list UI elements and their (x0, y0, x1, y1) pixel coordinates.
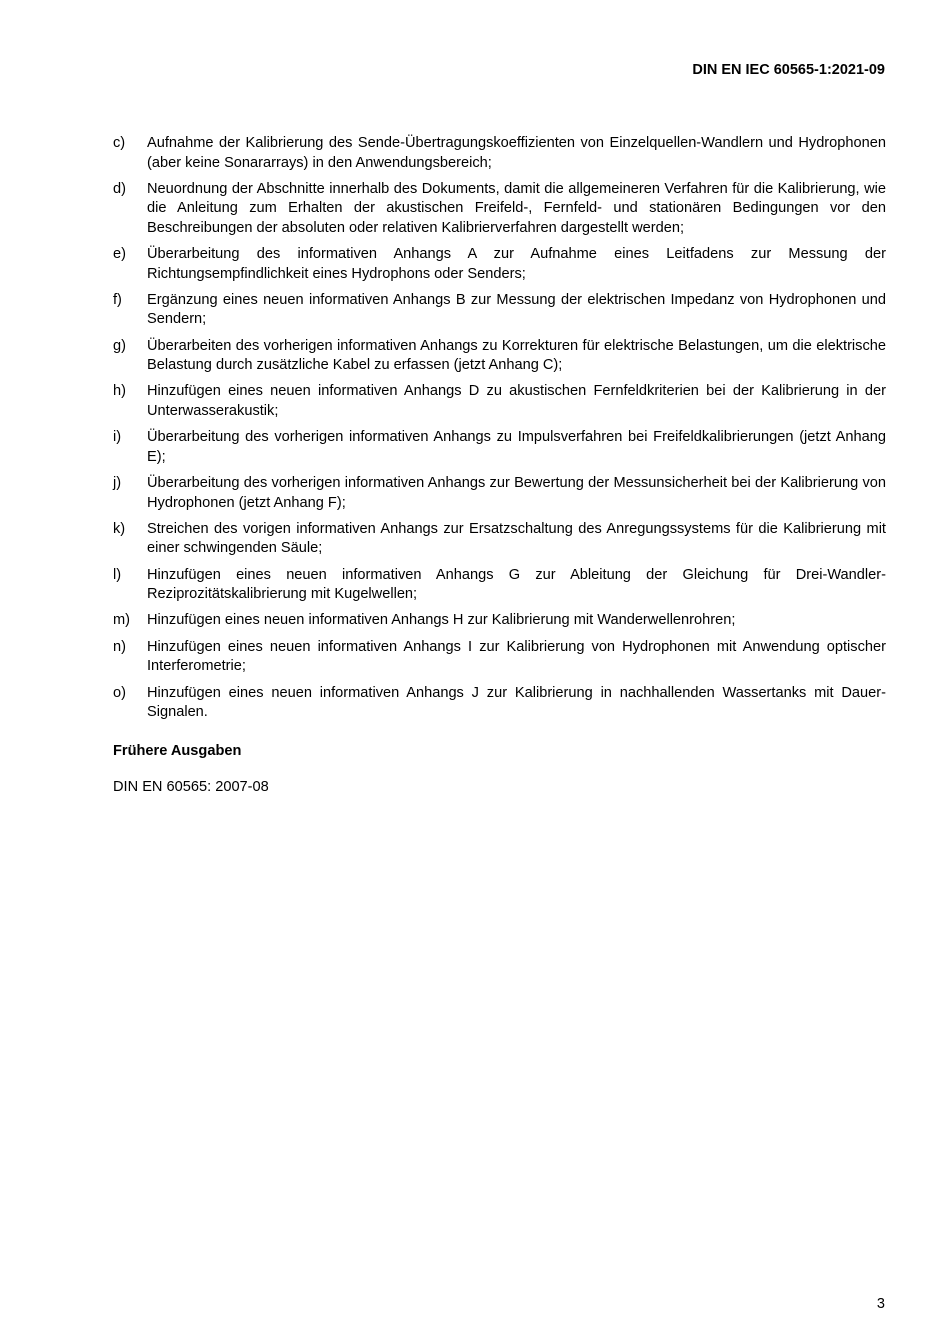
list-item (113, 638, 886, 677)
list-item (113, 566, 886, 605)
list-item-text: Hinzufügen eines neuen informativen Anhangs G zur Ableitung der Gleichung für Drei-Wandler-Reziprozitätskalibrierung mit Kugelwellen; (147, 566, 886, 603)
list-item-marker: n) (113, 638, 126, 655)
list-item-text: Überarbeitung des vorherigen informativen Anhangs zu Impulsverfahren bei Freifeldkalibrierungen (jetzt Anhang E); (147, 429, 886, 465)
list-item-text: Überarbeitung des informativen Anhangs A zur Aufnahme eines Leitfadens zur Messung der Richtungsempfindlichkeit eines Hydrophons oder Senders; (147, 246, 886, 282)
change-list (113, 134, 886, 723)
list-item (113, 611, 886, 631)
list-item-text: Aufnahme der Kalibrierung des Sende-Übertragungskoeffizienten von Einzelquellen-Wandlern und Hydrophonen (aber keine Sonararrays) in den Anwendungsbereich; (147, 135, 886, 171)
page-number: 3 (876, 1296, 885, 1312)
list-item (113, 474, 886, 513)
list-item (113, 428, 886, 467)
list-item (113, 337, 886, 376)
list-item-text: Überarbeiten des vorherigen informativen Anhangs zu Korrekturen für elektrische Belastungen, um die elektrische Belastung durch zusätzliche Kabel zu erfassen (jetzt Anhang C); (147, 337, 886, 374)
list-item-marker: h) (113, 383, 126, 400)
list-item (113, 134, 886, 173)
list-item (113, 382, 886, 421)
previous-edition-entry: DIN EN 60565: 2007-08 (113, 779, 269, 796)
list-item-marker: m) (113, 612, 131, 629)
list-item-text: Hinzufügen eines neuen informativen Anhangs I zur Kalibrierung von Hydrophonen mit Anwendung optischer Interferometrie; (147, 638, 886, 675)
list-item (113, 180, 886, 239)
list-item-marker: d) (113, 180, 126, 197)
list-item-text: Ergänzung eines neuen informativen Anhangs B zur Messung der elektrischen Impedanz von Hydrophonen und Sendern; (147, 291, 886, 328)
list-item-text: Neuordnung der Abschnitte innerhalb des Dokuments, damit die allgemeineren Verfahren für die Kalibrierung, wie die Anleitung zum Erhalten der akustischen Freifeld-, Fernfeld- und stationären Bedingungen vor den Beschreibungen der absoluten oder relativen Kalibrierverfahren dargestellt werden; (147, 180, 886, 236)
list-item-marker: f) (113, 291, 122, 308)
list-item-marker: k) (113, 520, 126, 537)
list-item-marker: g) (113, 337, 126, 354)
list-item-marker: o) (113, 684, 126, 701)
list-item (113, 245, 886, 284)
list-item (113, 520, 886, 559)
list-item-text: Streichen des vorigen informativen Anhangs zur Ersatzschaltung des Anregungssystems für die Kalibrierung mit einer schwingenden Säule; (147, 520, 886, 557)
list-item (113, 291, 886, 330)
list-item-marker: c) (113, 135, 126, 151)
list-item-marker: i) (113, 429, 122, 446)
list-item-marker: j) (113, 475, 122, 492)
list-item-text: Überarbeitung des vorherigen informativen Anhangs zur Bewertung der Messunsicherheit bei der Kalibrierung von Hydrophonen (jetzt Anhang F); (147, 475, 886, 511)
list-item-marker: e) (113, 246, 126, 263)
document-body (113, 134, 886, 798)
previous-editions-heading: Frühere Ausgaben (113, 742, 242, 759)
document-id-header: DIN EN IEC 60565-1:2021-09 (692, 62, 885, 78)
list-item-text: Hinzufügen eines neuen informativen Anhangs D zu akustischen Fernfeldkriterien bei der Kalibrierung in der Unterwasserakustik; (147, 383, 886, 419)
list-item-marker: l) (113, 566, 122, 583)
list-item (113, 684, 886, 723)
list-item-text: Hinzufügen eines neuen informativen Anhangs J zur Kalibrierung in nachhallenden Wassertanks mit Dauer-Signalen. (147, 684, 886, 721)
list-item-text: Hinzufügen eines neuen informativen Anhangs H zur Kalibrierung mit Wanderwellenrohren; (147, 612, 736, 629)
